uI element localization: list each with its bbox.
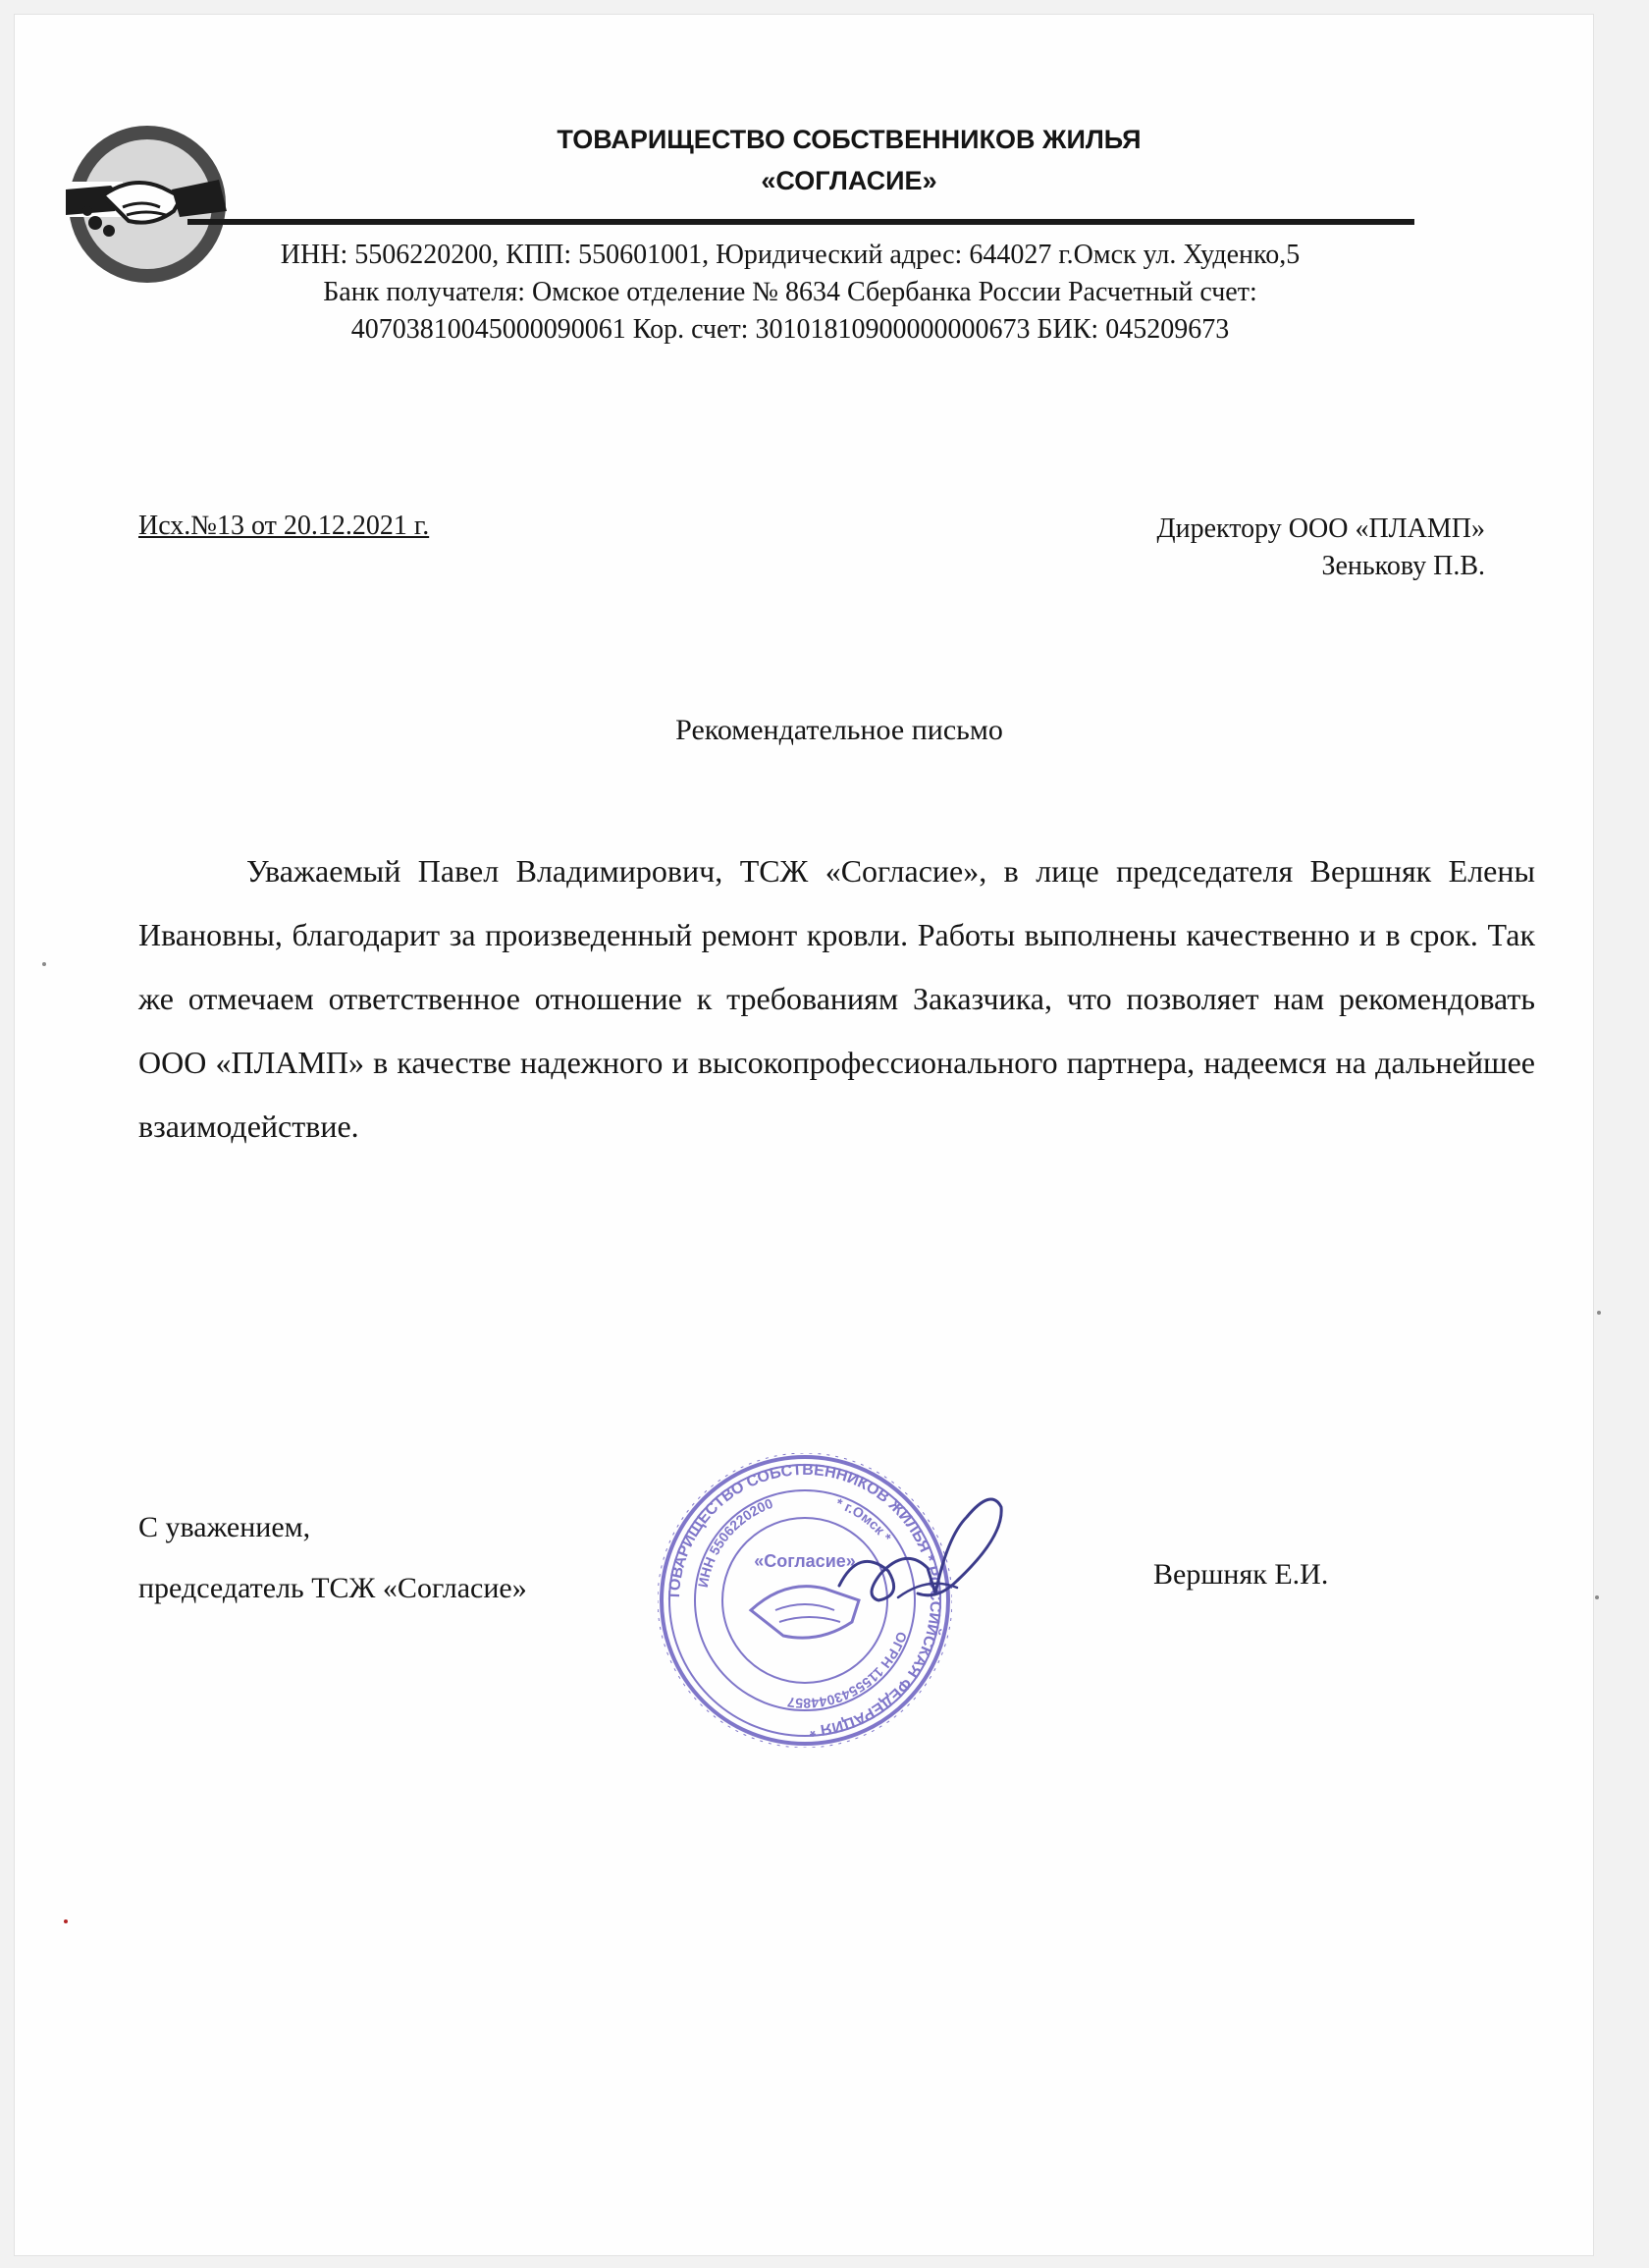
scan-speck: [64, 1919, 68, 1923]
requisites-block: [240, 237, 1340, 349]
organization-name-line1: ТОВАРИЩЕСТВО СОБСТВЕННИКОВ ЖИЛЬЯ: [557, 125, 1142, 154]
signer-name: Вершняк Е.И.: [1153, 1558, 1329, 1591]
letter-body: Уважаемый Павел Владимирович, ТСЖ «Согласие», в лице председателя Вершняк Елены Ивановны, благодарит за произведенный ремонт кровли. Работы выполнены качественно и в срок. Так же отмечаем ответственное отношение к требованиям Заказчика, что позволяет нам рекомендовать ООО «ПЛАМП» в качестве надежного и высокопрофессионального партнера, надеемся на дальнейшее взаимодействие.: [138, 853, 1535, 1144]
scan-speck: [1595, 1595, 1599, 1599]
outgoing-reference: Исх.№13 от 20.12.2021 г.: [138, 511, 430, 541]
addressee-position: Директору ООО «ПЛАМП»: [1156, 513, 1485, 544]
closing-block: [138, 1497, 527, 1619]
letter-sheet: [14, 14, 1594, 2256]
stamp-inn-text: ИНН 5506220200: [694, 1494, 775, 1589]
stamp-ogrn-text: ОГРН 1155543044857: [786, 1629, 911, 1712]
stamp-center-text: «Согласие»: [754, 1551, 856, 1571]
document-title: Рекомендательное письмо: [675, 714, 1003, 746]
closing-greeting: С уважением,: [138, 1511, 311, 1543]
addressee-name: Зенькову П.В.: [1321, 551, 1485, 581]
scan-speck: [42, 962, 46, 966]
handshake-icon: [64, 121, 231, 288]
handwritten-signature: [820, 1478, 1026, 1635]
requisites-line: ИНН: 5506220200, КПП: 550601001, Юридический адрес: 644027 г.Омск ул. Худенко,5: [280, 240, 1301, 270]
organization-name: [486, 119, 1212, 201]
addressee-block: [1157, 511, 1485, 585]
organization-name-line2: «СОГЛАСИЕ»: [761, 166, 937, 195]
scan-speck: [1597, 1311, 1601, 1315]
stamp-city-text: * г.Омск *: [833, 1494, 895, 1545]
header-rule: [187, 219, 1414, 225]
closing-position: председатель ТСЖ «Согласие»: [138, 1572, 527, 1604]
requisites-line: Банк получателя: Омское отделение № 8634 Сбербанка России Расчетный счет:: [323, 277, 1257, 307]
requisites-line: 40703810045000090061 Кор. счет: 30101810900000000673 БИК: 045209673: [350, 314, 1230, 345]
stamp-outer-text: ТОВАРИЩЕСТВО СОБСТВЕННИКОВ ЖИЛЬЯ * РОССИЙСКАЯ ФЕДЕРАЦИЯ *: [665, 1461, 944, 1739]
